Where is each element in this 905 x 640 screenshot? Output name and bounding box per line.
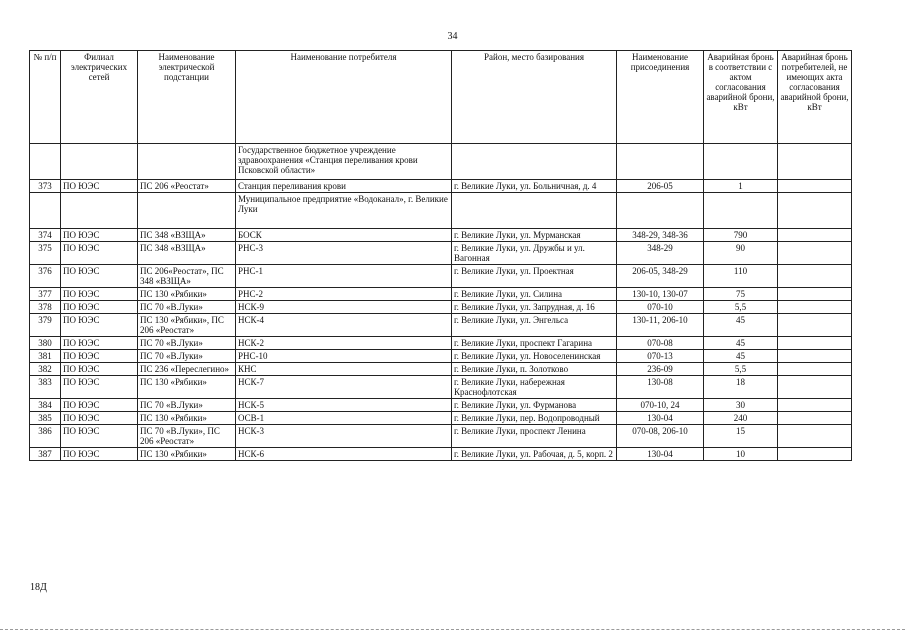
- cell-substation: ПС 236 «Переслегино»: [138, 363, 236, 376]
- cell-consumer: НСК-9: [236, 301, 452, 314]
- cell-connection: 070-10: [617, 301, 704, 314]
- cell-branch: ПО ЮЭС: [61, 229, 138, 242]
- cell-location: г. Великие Луки, набережная Краснофлотская: [452, 376, 617, 399]
- table-row: [30, 314, 852, 337]
- cell-substation: ПС 206«Реостат», ПС 348 «ВЗЩА»: [138, 265, 236, 288]
- cell-connection: 130-04: [617, 412, 704, 425]
- cell-substation: ПС 70 «В.Луки»: [138, 350, 236, 363]
- cell-consumer: ОСВ-1: [236, 412, 452, 425]
- cell-branch: ПО ЮЭС: [61, 363, 138, 376]
- cell-branch: ПО ЮЭС: [61, 242, 138, 265]
- cell-reserve-no-act: [778, 265, 852, 288]
- cell-location: г. Великие Луки, ул. Больничная, д. 4: [452, 180, 617, 193]
- cell-connection: [617, 193, 704, 229]
- cell-consumer: НСК-5: [236, 399, 452, 412]
- cell-connection: [617, 144, 704, 180]
- cell-consumer: БОСК: [236, 229, 452, 242]
- cell-number: 375: [30, 242, 61, 265]
- cell-number: 377: [30, 288, 61, 301]
- cell-branch: ПО ЮЭС: [61, 288, 138, 301]
- cell-reserve-no-act: [778, 448, 852, 461]
- cell-consumer: НСК-2: [236, 337, 452, 350]
- cell-reserve-no-act: [778, 314, 852, 337]
- table-row: [30, 229, 852, 242]
- table-row: [30, 412, 852, 425]
- cell-reserve-act: 15: [704, 425, 778, 448]
- cell-connection: 130-11, 206-10: [617, 314, 704, 337]
- cell-number: 382: [30, 363, 61, 376]
- cell-substation: ПС 348 «ВЗЩА»: [138, 229, 236, 242]
- cell-consumer: НСК-3: [236, 425, 452, 448]
- cell-substation: ПС 206 «Реостат»: [138, 180, 236, 193]
- scan-edge-line: [0, 629, 905, 630]
- cell-reserve-act: 45: [704, 314, 778, 337]
- cell-substation: ПС 130 «Рябики»: [138, 448, 236, 461]
- cell-branch: ПО ЮЭС: [61, 314, 138, 337]
- header-cell-reserve-no-act: Аварийная бронь потребителей, не имеющих акта согласования аварийной брони, кВт: [778, 51, 852, 144]
- table-body: [30, 144, 852, 461]
- cell-reserve-act: 30: [704, 399, 778, 412]
- cell-reserve-act: [704, 144, 778, 180]
- cell-reserve-no-act: [778, 144, 852, 180]
- cell-location: г. Великие Луки, ул. Рабочая, д. 5, корп. 2: [452, 448, 617, 461]
- cell-number: 383: [30, 376, 61, 399]
- table-row: [30, 448, 852, 461]
- footer-code: 18Д: [30, 582, 47, 593]
- cell-reserve-act: 1: [704, 180, 778, 193]
- cell-connection: 070-10, 24: [617, 399, 704, 412]
- cell-reserve-act: 45: [704, 337, 778, 350]
- cell-substation: ПС 130 «Рябики»: [138, 376, 236, 399]
- cell-branch: ПО ЮЭС: [61, 337, 138, 350]
- cell-number: 376: [30, 265, 61, 288]
- cell-reserve-no-act: [778, 376, 852, 399]
- cell-location: г. Великие Луки, ул. Энгельса: [452, 314, 617, 337]
- cell-branch: ПО ЮЭС: [61, 301, 138, 314]
- cell-reserve-no-act: [778, 193, 852, 229]
- table-group-row: [30, 144, 852, 180]
- cell-consumer: НСК-4: [236, 314, 452, 337]
- reservation-table: [29, 50, 852, 461]
- cell-connection: 130-04: [617, 448, 704, 461]
- cell-branch: ПО ЮЭС: [61, 425, 138, 448]
- cell-substation: ПС 130 «Рябики», ПС 206 «Реостат»: [138, 314, 236, 337]
- cell-connection: 130-08: [617, 376, 704, 399]
- cell-consumer: РНС-10: [236, 350, 452, 363]
- cell-location: [452, 193, 617, 229]
- cell-reserve-act: 5,5: [704, 363, 778, 376]
- cell-connection: 348-29, 348-36: [617, 229, 704, 242]
- cell-substation: ПС 70 «В.Луки», ПС 206 «Реостат»: [138, 425, 236, 448]
- cell-number: 387: [30, 448, 61, 461]
- cell-substation: ПС 348 «ВЗЩА»: [138, 242, 236, 265]
- cell-reserve-no-act: [778, 412, 852, 425]
- header-cell-substation: Наименование электрической подстанции: [138, 51, 236, 144]
- cell-location: г. Великие Луки, ул. Дружбы и ул. Вагонная: [452, 242, 617, 265]
- cell-consumer: РНС-1: [236, 265, 452, 288]
- cell-reserve-no-act: [778, 242, 852, 265]
- header-cell-reserve-act: Аварийная бронь в соответствии с актом согласования аварийной брони, кВт: [704, 51, 778, 144]
- cell-branch: ПО ЮЭС: [61, 399, 138, 412]
- cell-connection: 130-10, 130-07: [617, 288, 704, 301]
- cell-number: [30, 144, 61, 180]
- cell-substation: ПС 70 «В.Луки»: [138, 399, 236, 412]
- cell-reserve-act: 110: [704, 265, 778, 288]
- cell-branch: ПО ЮЭС: [61, 412, 138, 425]
- cell-reserve-act: 18: [704, 376, 778, 399]
- cell-location: г. Великие Луки, ул. Силина: [452, 288, 617, 301]
- cell-consumer: КНС: [236, 363, 452, 376]
- cell-branch: ПО ЮЭС: [61, 376, 138, 399]
- cell-substation: ПС 130 «Рябики»: [138, 412, 236, 425]
- cell-reserve-act: 75: [704, 288, 778, 301]
- cell-substation: ПС 130 «Рябики»: [138, 288, 236, 301]
- cell-connection: 070-08: [617, 337, 704, 350]
- header-row: [30, 51, 852, 144]
- page-number: 34: [447, 31, 458, 42]
- cell-reserve-act: 5,5: [704, 301, 778, 314]
- header-cell-number: № п/п: [30, 51, 61, 144]
- cell-location: г. Великие Луки, ул. Запрудная, д. 16: [452, 301, 617, 314]
- cell-connection: 206-05: [617, 180, 704, 193]
- cell-location: г. Великие Луки, проспект Ленина: [452, 425, 617, 448]
- cell-reserve-act: 45: [704, 350, 778, 363]
- cell-number: [30, 193, 61, 229]
- table-row: [30, 242, 852, 265]
- cell-number: 378: [30, 301, 61, 314]
- header-cell-branch: Филиал электрических сетей: [61, 51, 138, 144]
- table-row: [30, 363, 852, 376]
- table-row: [30, 425, 852, 448]
- cell-consumer: РНС-3: [236, 242, 452, 265]
- cell-connection: 070-13: [617, 350, 704, 363]
- cell-location: г. Великие Луки, п. Золотково: [452, 363, 617, 376]
- cell-location: г. Великие Луки, проспект Гагарина: [452, 337, 617, 350]
- table-row: [30, 265, 852, 288]
- cell-number: 374: [30, 229, 61, 242]
- cell-location: [452, 144, 617, 180]
- cell-location: г. Великие Луки, ул. Проектная: [452, 265, 617, 288]
- cell-substation: ПС 70 «В.Луки»: [138, 337, 236, 350]
- cell-location: г. Великие Луки, ул. Мурманская: [452, 229, 617, 242]
- cell-reserve-act: 90: [704, 242, 778, 265]
- cell-consumer: НСК-7: [236, 376, 452, 399]
- cell-connection: 206-05, 348-29: [617, 265, 704, 288]
- cell-consumer: Муниципальное предприятие «Водоканал», г. Великие Луки: [236, 193, 452, 229]
- table-row: [30, 399, 852, 412]
- cell-reserve-no-act: [778, 301, 852, 314]
- table-row: [30, 180, 852, 193]
- header-cell-connection: Наименование присоединения: [617, 51, 704, 144]
- cell-reserve-act: [704, 193, 778, 229]
- table-group-row: [30, 193, 852, 229]
- cell-reserve-no-act: [778, 363, 852, 376]
- table-row: [30, 337, 852, 350]
- cell-location: г. Великие Луки, ул. Новоселенинская: [452, 350, 617, 363]
- header-cell-location: Район, место базирования: [452, 51, 617, 144]
- cell-reserve-no-act: [778, 350, 852, 363]
- cell-consumer: Государственное бюджетное учреждение здравоохранения «Станция переливания крови Псковской области»: [236, 144, 452, 180]
- cell-substation: [138, 144, 236, 180]
- header-cell-consumer: Наименование потребителя: [236, 51, 452, 144]
- cell-substation: [138, 193, 236, 229]
- cell-number: 373: [30, 180, 61, 193]
- cell-consumer: НСК-6: [236, 448, 452, 461]
- cell-substation: ПС 70 «В.Луки»: [138, 301, 236, 314]
- cell-branch: [61, 144, 138, 180]
- cell-branch: [61, 193, 138, 229]
- table-row: [30, 376, 852, 399]
- cell-reserve-no-act: [778, 337, 852, 350]
- cell-number: 384: [30, 399, 61, 412]
- cell-reserve-no-act: [778, 288, 852, 301]
- cell-number: 386: [30, 425, 61, 448]
- cell-branch: ПО ЮЭС: [61, 350, 138, 363]
- cell-connection: 070-08, 206-10: [617, 425, 704, 448]
- cell-reserve-no-act: [778, 180, 852, 193]
- cell-connection: 348-29: [617, 242, 704, 265]
- cell-number: 379: [30, 314, 61, 337]
- cell-location: г. Великие Луки, ул. Фурманова: [452, 399, 617, 412]
- cell-reserve-act: 10: [704, 448, 778, 461]
- cell-branch: ПО ЮЭС: [61, 265, 138, 288]
- cell-consumer: РНС-2: [236, 288, 452, 301]
- cell-consumer: Станция переливания крови: [236, 180, 452, 193]
- cell-number: 380: [30, 337, 61, 350]
- cell-reserve-act: 240: [704, 412, 778, 425]
- cell-branch: ПО ЮЭС: [61, 448, 138, 461]
- cell-reserve-act: 790: [704, 229, 778, 242]
- cell-reserve-no-act: [778, 425, 852, 448]
- cell-reserve-no-act: [778, 229, 852, 242]
- cell-branch: ПО ЮЭС: [61, 180, 138, 193]
- table-row: [30, 301, 852, 314]
- cell-connection: 236-09: [617, 363, 704, 376]
- cell-location: г. Великие Луки, пер. Водопроводный: [452, 412, 617, 425]
- cell-reserve-no-act: [778, 399, 852, 412]
- table-row: [30, 350, 852, 363]
- cell-number: 385: [30, 412, 61, 425]
- table-row: [30, 288, 852, 301]
- cell-number: 381: [30, 350, 61, 363]
